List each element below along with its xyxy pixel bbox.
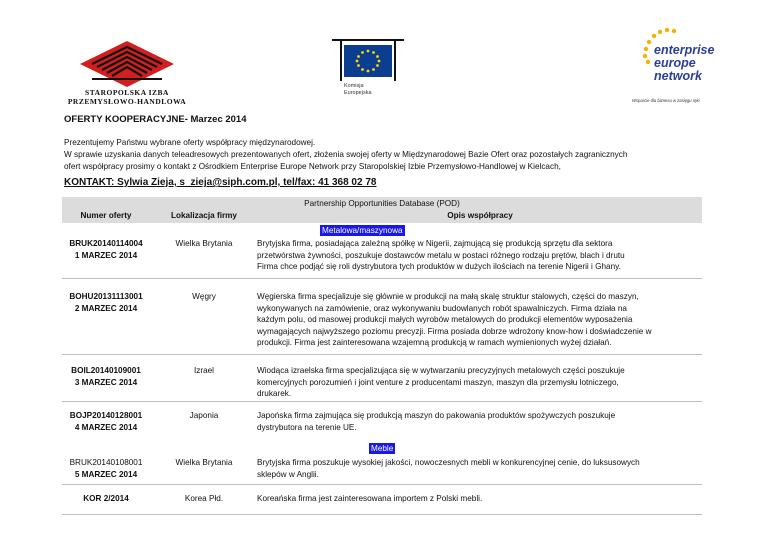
offer-description	[257, 291, 703, 349]
intro-line-1: Prezentujemy Państwu wybrane oferty współpracy międzynarodowej.	[64, 138, 316, 147]
category-label-metal: Metalowa/maszynowa	[322, 226, 403, 235]
eu-caption-line2: Europejska	[344, 89, 372, 96]
row-divider	[62, 484, 702, 485]
row-divider	[62, 278, 702, 279]
offer-date: 1 MARZEC 2014	[74, 251, 138, 260]
offer-date: 4 MARZEC 2014	[74, 423, 138, 432]
offer-id: KOR 2/2014	[83, 494, 129, 503]
description-line: sklepów w Anglii.	[257, 469, 319, 479]
database-title: Partnership Opportunities Database (POD)	[304, 199, 460, 208]
description-line: każdym polu, od masowej produkcji małych wyrobów metalowych do produkcji elementów wyposażenia	[257, 315, 633, 325]
eu-flag-icon	[332, 39, 404, 83]
offer-id: BRUK20140114004	[69, 239, 143, 248]
description-line: Węgierska firma specjalizuje się głównie w produkcji na małą skalę struktur stalowych, części do maszyn,	[257, 292, 639, 301]
offer-id: BOHU20131113001	[69, 292, 143, 301]
offer-id: BOJP20140128001	[69, 411, 143, 420]
offer-date: 3 MARZEC 2014	[74, 378, 138, 387]
offer-description	[257, 238, 703, 273]
offer-description	[257, 493, 703, 505]
description-line: Firma chce podjąć się roli dystrybutora tych produktów w dużych ilościach na terenie Nigerii i Ghany.	[257, 262, 621, 272]
een-logo	[626, 24, 715, 106]
description-line: Brytyjska firma, posiadająca zależną spółkę w Nigerii, zajmującą się produkcją sprzętu dla sektora	[257, 239, 613, 248]
intro-line-3: ofert współpracy prosimy o kontakt z Ośrodkiem Enterprise Europe Network przy Staropolskiej Izbie Przemysłowo-Handlowej w Kielcach,	[64, 162, 561, 171]
description-line: dystrybutora na terenie UE.	[257, 422, 357, 432]
description-line: drukarek.	[257, 389, 292, 399]
een-word-europe: europe	[654, 56, 696, 70]
offer-description	[257, 365, 703, 400]
description-line: komercyjnych porozumień i joint venture z producentami maszyn, maszyn dla przemysłu lotniczego,	[257, 377, 619, 387]
eu-commission-logo	[332, 39, 404, 99]
offer-description	[257, 457, 703, 480]
offer-id: BOIL20140109001	[71, 366, 141, 375]
offer-location: Wielka Brytania	[175, 239, 233, 248]
offer-location: Izrael	[193, 366, 215, 375]
description-line: wykonywanych na zamówienie, oraz wykonywaniu budowlanych robót spawalniczych. Firma działa na	[257, 303, 627, 313]
row-divider	[62, 401, 702, 402]
row-divider	[62, 354, 702, 355]
een-tagline: Wsparcie dla biznesu w zasięgu ręki	[632, 98, 700, 103]
offer-date: 2 MARZEC 2014	[74, 304, 138, 313]
een-word-enterprise: enterprise	[654, 43, 715, 57]
description-line: Koreańska firma jest zainteresowana importem z Polski mebli.	[257, 494, 483, 503]
offer-location: Korea Płd.	[184, 494, 224, 503]
offer-id: BRUK20140108001	[69, 458, 143, 467]
column-header-description: Opis współpracy	[447, 211, 513, 220]
eu-caption-line1: Komisja	[344, 83, 364, 89]
table-header	[62, 197, 702, 223]
description-line: wymagających najwyższego poziomu precyzji. Firma posiada dobrze wdrożony know-how i doświadczenie w	[257, 326, 652, 336]
category-label-furniture: Meble	[371, 444, 394, 453]
contact-line: KONTAKT: Sylwia Zieja, s_zieja@siph.com.pl, tel/fax: 41 368 02 78	[64, 177, 377, 188]
chamber-logo-mark	[62, 38, 192, 88]
een-word-network: network	[654, 69, 702, 83]
description-line: Brytyjska firma poszukuje wysokiej jakości, nowoczesnych mebli w konkurencyjnej cenie, do luksusowych	[257, 458, 640, 467]
chamber-name-line2: PRZEMYSŁOWO-HANDLOWA	[67, 97, 187, 106]
chamber-name-line1: STAROPOLSKA IZBA	[85, 88, 169, 97]
column-header-location: Lokalizacja firmy	[171, 211, 237, 220]
description-line: Japońska firma zajmująca się produkcją maszyn do pakowania produktów spożywczych poszukuje	[257, 411, 616, 420]
intro-line-2: W sprawie uzyskania danych teleadresowych prezentowanych ofert, złożenia swojej oferty w Międzynarodowej Bazie Ofert oraz pozostałych zagranicznych	[64, 150, 628, 159]
row-divider	[62, 514, 702, 515]
column-header-id: Numer oferty	[80, 211, 132, 220]
offer-location: Węgry	[192, 292, 216, 301]
offer-date: 5 MARZEC 2014	[74, 470, 138, 479]
offer-description	[257, 410, 703, 433]
page-title: OFERTY KOOPERACYJNE- Marzec 2014	[64, 114, 247, 125]
offer-location: Japonia	[189, 411, 219, 420]
description-line: Wiodąca izraelska firma specjalizująca się w wytwarzaniu precyzyjnych metalowych części poszukuje	[257, 366, 625, 375]
chamber-logo	[62, 38, 192, 110]
offer-location: Wielka Brytania	[175, 458, 233, 467]
description-line: produkcji. Firma jest zainteresowana wzajemną produkcją w ramach wymienionych wyżej działań.	[257, 338, 612, 348]
description-line: przetwórstwa żywności, poszukuje dostawców metalu w postaci różnego rodzaju prętów, blach i drutu	[257, 250, 625, 260]
